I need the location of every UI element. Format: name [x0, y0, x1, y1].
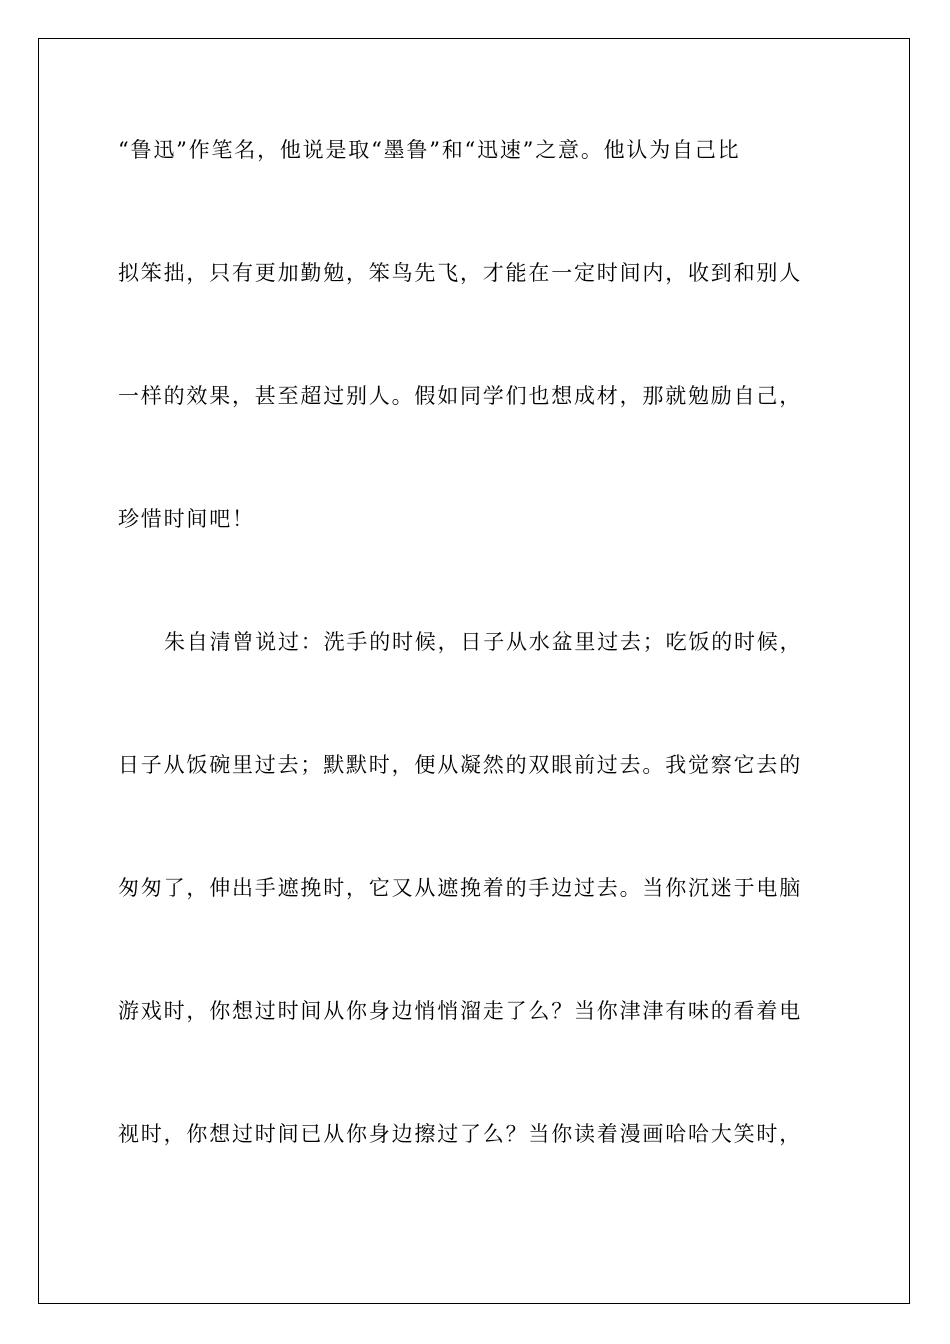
text-line: 拟笨拙，只有更加勤勉，笨鸟先飞，才能在一定时间内，收到和别人 [118, 261, 802, 285]
text-line: 匆匆了，伸出手遮挽时，它又从遮挽着的手边过去。当你沉迷于电脑 [118, 876, 802, 900]
text-line: 视时，你想过时间已从你身边擦过了么？当你读着漫画哈哈大笑时， [118, 1122, 802, 1146]
text-line: 一样的效果，甚至超过别人。假如同学们也想成材，那就勉励自己， [118, 384, 802, 408]
paragraph-start-line: 朱自清曾说过：洗手的时候，日子从水盆里过去；吃饭的时候， [164, 630, 803, 654]
text-line: “鲁迅”作笔名，他说是取“墨鲁”和“迅速”之意。他认为自己比 [118, 138, 741, 162]
text-line: 游戏时，你想过时间从你身边悄悄溜走了么？当你津津有味的看着电 [118, 999, 802, 1023]
document-body [118, 127, 838, 1234]
text-line: 珍惜时间吧！ [118, 507, 255, 531]
text-line: 日子从饭碗里过去；默默时，便从凝然的双眼前过去。我觉察它去的 [118, 753, 802, 777]
